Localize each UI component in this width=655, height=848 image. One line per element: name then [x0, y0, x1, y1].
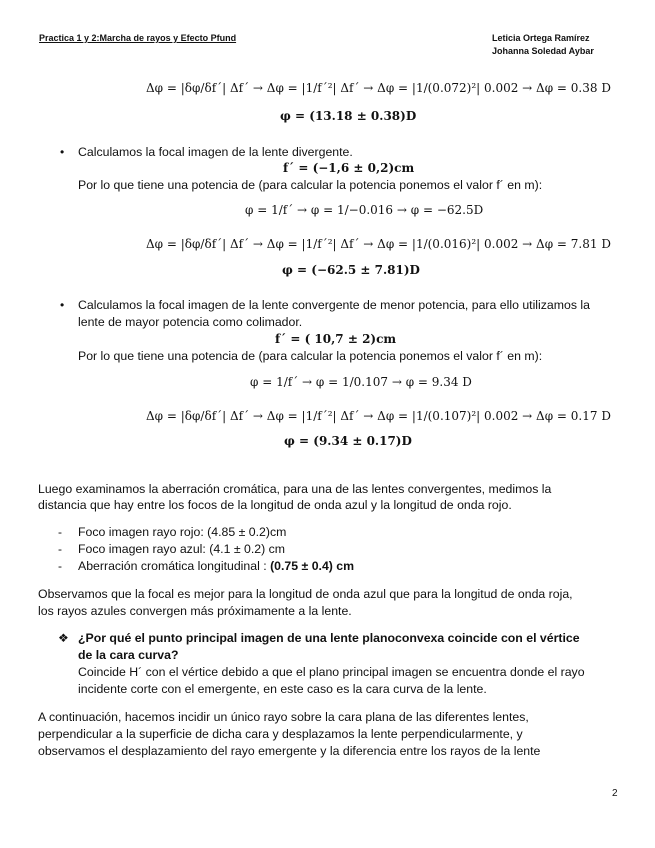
- page-number: 2: [612, 788, 618, 799]
- error-equation-1: Δφ = |δφ/δf´| Δf´ → Δφ = |1/f´²| Δf´ → Δφ = |1/(0.072)²| 0.002 → Δφ = 0.38 D: [146, 81, 611, 95]
- final-line-1: A continuación, hacemos incidir un único rayo sobre la cara plana de las diferentes lentes,: [38, 710, 529, 724]
- power-result-convergent: φ = (9.34 ± 0.17)D: [284, 434, 412, 448]
- power-equation-divergent: φ = 1/f´ → φ = 1/−0.016 → φ = −62.5D: [245, 203, 484, 217]
- dash-icon: -: [58, 559, 62, 573]
- focal-divergent: f´ = (−1,6 ± 0,2)cm: [283, 161, 415, 175]
- error-equation-convergent: Δφ = |δφ/δf´| Δf´ → Δφ = |1/f´²| Δf´ → Δφ = |1/(0.107)²| 0.002 → Δφ = 0.17 D: [146, 409, 611, 423]
- aberration-intro-1: Luego examinamos la aberración cromática, para una de las lentes convergentes, medimos la: [38, 482, 552, 496]
- answer-line-2: incidente corte con el emergente, en este caso es la cara curva de la lente.: [78, 682, 487, 696]
- power-intro-convergent: Por lo que tiene una potencia de (para calcular la potencia ponemos el valor f´ en m):: [78, 349, 543, 363]
- list-item-value: (0.75 ± 0.4) cm: [270, 559, 355, 573]
- focal-convergent: f´ = ( 10,7 ± 2)cm: [275, 332, 397, 346]
- power-intro-divergent: Por lo que tiene una potencia de (para calcular la potencia ponemos el valor f´ en m):: [78, 178, 543, 192]
- diamond-bullet-icon: ❖: [58, 631, 69, 645]
- author-1: Leticia Ortega Ramírez: [492, 33, 590, 43]
- list-item: Foco imagen rayo rojo: (4.85 ± 0.2)cm: [78, 525, 287, 539]
- power-result-divergent: φ = (−62.5 ± 7.81)D: [282, 263, 420, 277]
- list-item: Foco imagen rayo azul: (4.1 ± 0.2) cm: [78, 542, 285, 556]
- answer-line-1: Coincide H´ con el vértice debido a que el plano principal imagen se encuentra donde el rayo: [78, 665, 585, 679]
- error-equation-divergent: Δφ = |δφ/δf´| Δf´ → Δφ = |1/f´²| Δf´ → Δφ = |1/(0.016)²| 0.002 → Δφ = 7.81 D: [146, 237, 611, 251]
- bullet-icon: •: [60, 298, 65, 312]
- header-title: Practica 1 y 2:Marcha de rayos y Efecto Pfund: [39, 33, 237, 43]
- question-line-1: ¿Por qué el punto principal imagen de una lente planoconvexa coincide con el vértice: [78, 631, 580, 645]
- power-result-1: φ = (13.18 ± 0.38)D: [280, 109, 417, 123]
- bullet-text-convergent-2: lente de mayor potencia como colimador.: [78, 315, 303, 329]
- aberration-intro-2: distancia que hay entre los focos de la longitud de onda azul y la longitud de onda rojo.: [38, 498, 512, 512]
- power-equation-convergent: φ = 1/f´ → φ = 1/0.107 → φ = 9.34 D: [250, 375, 472, 389]
- bullet-text-divergent: Calculamos la focal imagen de la lente divergente.: [78, 145, 353, 159]
- author-2: Johanna Soledad Aybar: [492, 46, 594, 56]
- list-item: [78, 559, 354, 574]
- final-line-3: observamos el desplazamiento del rayo emergente y la diferencia entre los rayos de la lente: [38, 744, 541, 758]
- final-line-2: perpendicular a la superficie de dicha cara y desplazamos la lente perpendicularmente, y: [38, 727, 523, 741]
- dash-icon: -: [58, 542, 62, 556]
- bullet-text-convergent-1: Calculamos la focal imagen de la lente convergente de menor potencia, para ello utilizamos la: [78, 298, 590, 312]
- dash-icon: -: [58, 525, 62, 539]
- bullet-icon: •: [60, 145, 65, 159]
- observation-1: Observamos que la focal es mejor para la longitud de onda azul que para la longitud de onda roja,: [38, 587, 573, 601]
- list-item-label: Aberración cromática longitudinal :: [78, 559, 271, 573]
- observation-2: los rayos azules convergen más próximamente a la lente.: [38, 604, 352, 618]
- question-line-2: de la cara curva?: [78, 648, 179, 662]
